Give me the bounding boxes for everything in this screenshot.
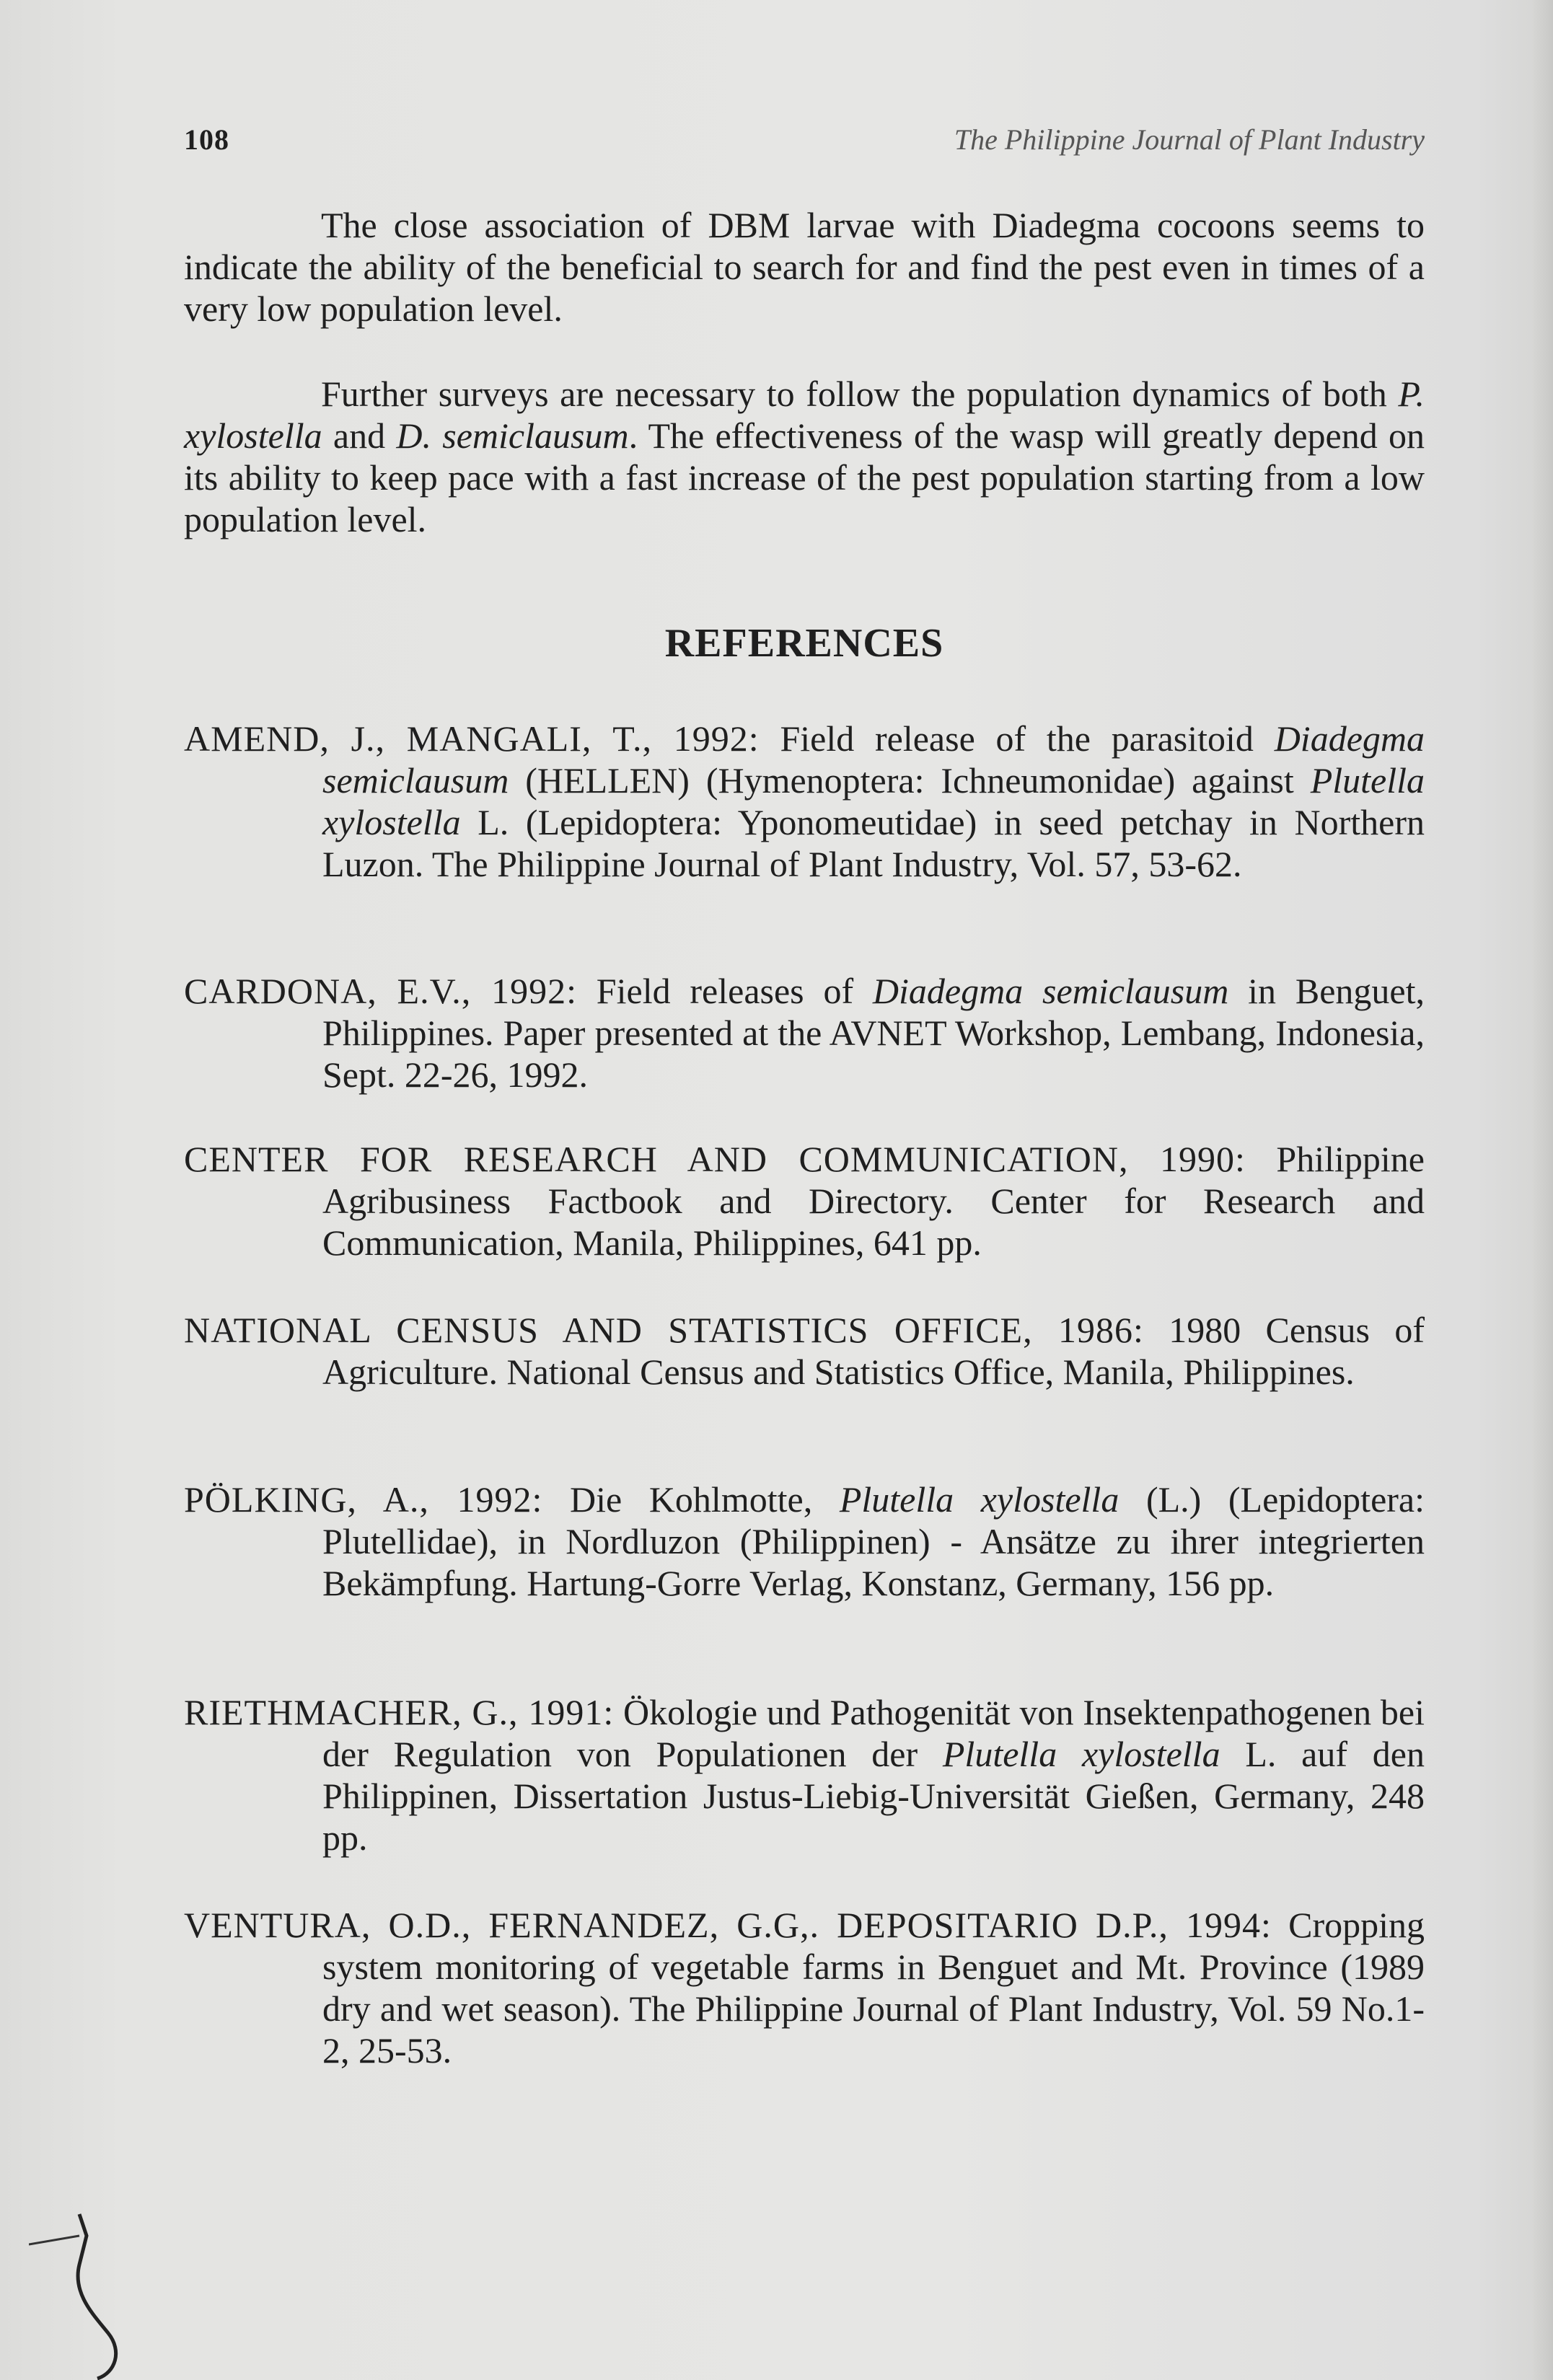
reference-entry: NATIONAL CENSUS AND STATISTICS OFFICE, 1986: 1980 Census of Agriculture. National Census and Statistics Office, Manila, Philippines. <box>184 1310 1425 1392</box>
reference-entry: CARDONA, E.V., 1992: Field releases of Diadegma semiclausum in Benguet, Philippines. Paper presented at the AVNET Workshop, Lembang, Indonesia, Sept. 22-26, 1992. <box>184 971 1425 1095</box>
body-paragraph: Further surveys are necessary to follow the population dynamics of both P. xylostella and D. semiclausum. The effectiveness of the wasp will greatly depend on its ability to keep pace with a fast increase of the pest population starting from a low population level. <box>184 374 1425 539</box>
reference-entry: VENTURA, O.D., FERNANDEZ, G.G,. DEPOSITARIO D.P., 1994: Cropping system monitoring of vegetable farms in Benguet and Mt. Province (1989 dry and wet season). The Philippine Journal of Plant Industry, Vol. 59 No.1-2, 25-53. <box>184 1905 1425 2071</box>
reference-authors: VENTURA, O.D., FERNANDEZ, G.G,. DEPOSITARIO D.P., 1994: <box>184 1905 1272 1945</box>
journal-title: The Philippine Journal of Plant Industry <box>954 123 1425 156</box>
reference-authors: PÖLKING, A., 1992: <box>184 1479 543 1520</box>
body-paragraph: The close association of DBM larvae with Diadegma cocoons seems to indicate the ability of the beneficial to search for and find the pest even in times of a very low population level. <box>184 205 1425 329</box>
reference-entry: AMEND, J., MANGALI, T., 1992: Field release of the parasitoid Diadegma semiclausum (HELLEN) (Hymenoptera: Ichneumonidae) against Plutella xylostella L. (Lepidoptera: Yponomeutidae) in seed petchay in Northern Luzon. The Philippine Journal of Plant Industry, Vol. 57, 53-62. <box>184 718 1425 884</box>
reference-authors: CARDONA, E.V., 1992: <box>184 971 577 1011</box>
reference-authors: NATIONAL CENSUS AND STATISTICS OFFICE, 1986: <box>184 1310 1144 1350</box>
binding-clip-mark <box>29 2207 130 2380</box>
reference-entry: RIETHMACHER, G., 1991: Ökologie und Pathogenität von Insektenpathogenen bei der Regulation von Populationen der Plutella xylostella L. auf den Philippinen, Dissertation Justus-Liebig-Universität Gießen, Germany, 248 pp. <box>184 1692 1425 1858</box>
reference-authors: CENTER FOR RESEARCH AND COMMUNICATION, 1990: <box>184 1139 1246 1179</box>
page-edge-shadow <box>1533 0 1553 2380</box>
reference-entry: CENTER FOR RESEARCH AND COMMUNICATION, 1990: Philippine Agribusiness Factbook and Directory. Center for Research and Communication, Manila, Philippines, 641 pp. <box>184 1139 1425 1263</box>
references-heading: REFERENCES <box>664 621 944 666</box>
reference-authors: RIETHMACHER, G., 1991: <box>184 1692 615 1732</box>
reference-entry: PÖLKING, A., 1992: Die Kohlmotte, Plutella xylostella (L.) (Lepidoptera: Plutellidae), in Nordluzon (Philippinen) - Ansätze zu ihrer integrierten Bekämpfung. Hartung-Gorre Verlag, Konstanz, Germany, 156 pp. <box>184 1479 1425 1603</box>
reference-authors: AMEND, J., MANGALI, T., 1992: <box>184 718 760 759</box>
running-header <box>184 123 1425 166</box>
page-number: 108 <box>184 123 229 156</box>
